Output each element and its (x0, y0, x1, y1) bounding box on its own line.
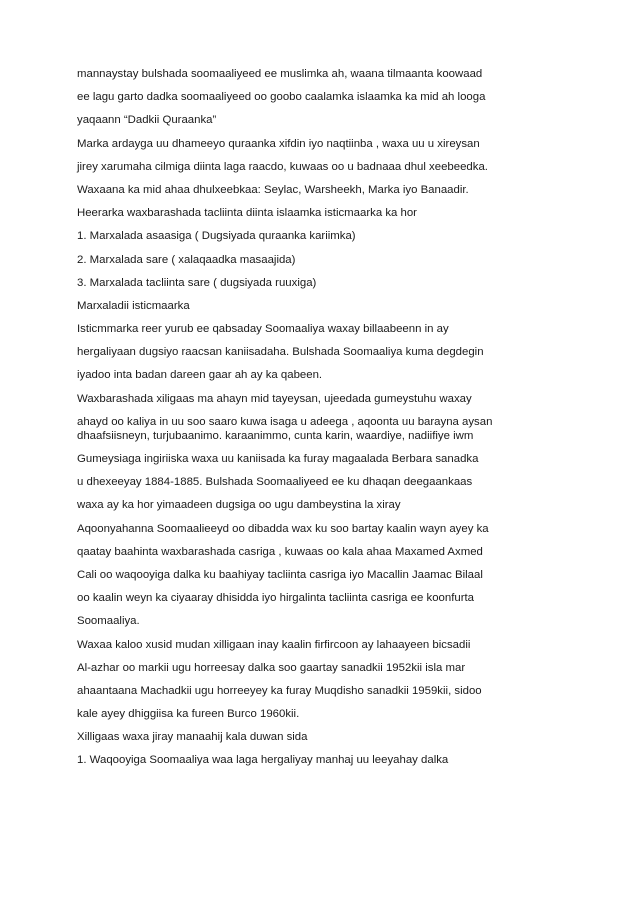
paragraph-line: mannaystay bulshada soomaaliyeed ee muslimka ah, waana tilmaanta koowaad (77, 68, 483, 80)
paragraph-line: Aqoonyahanna Soomaalieeyd oo dibadda wax ku soo bartay kaalin wayn ayey ka (77, 522, 489, 535)
list-item: 1. Marxalada asaasiga ( Dugsiyada quraanka kariimka) (77, 230, 356, 243)
paragraph-line: ahaantaana Machadkii ugu horreeyey ka furay Muqdisho sanadkii 1959kii, sidoo (77, 684, 482, 697)
paragraph-line: Waxaa kaloo xusid mudan xilligaan inay kaalin firfircoon ay lahaayeen bicsadii (77, 638, 471, 651)
paragraph-line: Marka ardayga uu dhameeyo quraanka xifdin iyo naqtiinba , waxa uu u xireysan (77, 137, 480, 150)
paragraph-line: iyadoo inta badan dareen gaar ah ay ka qabeen. (77, 369, 323, 382)
paragraph-line: Soomaaliya. (77, 615, 140, 628)
paragraph-line: u dhexeeyay 1884-1885. Bulshada Soomaaliyeed ee ku dhaqan deegaankaas (77, 476, 473, 489)
paragraph-line: ee lagu garto dadka soomaaliyeed oo goobo caalamka islaamka ka mid ah looga (77, 91, 486, 104)
paragraph-line: oo kaalin weyn ka ciyaaray dhisidda iyo hirgalinta tacliinta casriga ee koonfurta (77, 592, 474, 605)
paragraph-line: hergaliyaan dugsiyo raacsan kaniisadaha. Bulshada Soomaaliya kuma degdegin (77, 346, 484, 359)
paragraph-line: kale ayey dhiggiisa ka fureen Burco 1960kii. (77, 708, 300, 721)
paragraph-line: Al-azhar oo markii ugu horreesay dalka soo gaartay sanadkii 1952kii isla mar (77, 661, 466, 674)
paragraph-line: qaatay baahinta waxbarashada casriga , kuwaas oo kala ahaa Maxamed Axmed (77, 545, 483, 558)
section-heading: Heerarka waxbarashada tacliinta diinta islaamka isticmaarka ka hor (77, 207, 417, 220)
document-body (77, 67, 562, 777)
list-item: 2. Marxalada sare ( xalaqaadka masaajida) (77, 253, 296, 266)
section-heading: Marxaladii isticmaarka (77, 299, 190, 312)
list-item: 3. Marxalada tacliinta sare ( dugsiyada ruuxiga) (77, 276, 317, 289)
paragraph-line: Cali oo waqooyiga dalka ku baahiyay tacliinta casriga iyo Macallin Jaamac Bilaal (77, 568, 483, 581)
paragraph-line: ahayd oo kaliya in uu soo saaro kuwa isaga u adeega , aqoonta uu barayna aysan dhaafsiisneyn, turjubaanimo. karaanimmo, cunta karin, waardiye, nadiifiye iwm (77, 415, 493, 442)
paragraph-line: Gumeysiaga ingiriiska waxa uu kaniisada ka furay magaalada Berbara sanadka (77, 453, 479, 465)
paragraph-line: jirey xarumaha cilmiga diinta laga raacdo, kuwaas oo u badnaaa dhul xeebeedka. (77, 160, 488, 173)
paragraph-line: waxa ay ka hor yimaadeen dugsiga oo ugu dambeystina la xiray (77, 499, 401, 512)
list-item: 1. Waqooyiga Soomaaliya waa laga hergaliyay manhaj uu leeyahay dalka (77, 754, 449, 767)
paragraph-line: Waxaana ka mid ahaa dhulxeebkaa: Seylac, Warsheekh, Marka iyo Banaadir. (77, 183, 469, 196)
paragraph-line: Waxbarashada xiligaas ma ahayn mid tayeysan, ujeedada gumeystuhu waxay (77, 392, 472, 405)
paragraph-line: yaqaann “Dadkii Quraanka” (77, 114, 217, 127)
paragraph-line: Xilligaas waxa jiray manaahij kala duwan sida (77, 731, 308, 744)
paragraph-line: Isticmmarka reer yurub ee qabsaday Soomaaliya waxay billaabeenn in ay (77, 323, 449, 336)
